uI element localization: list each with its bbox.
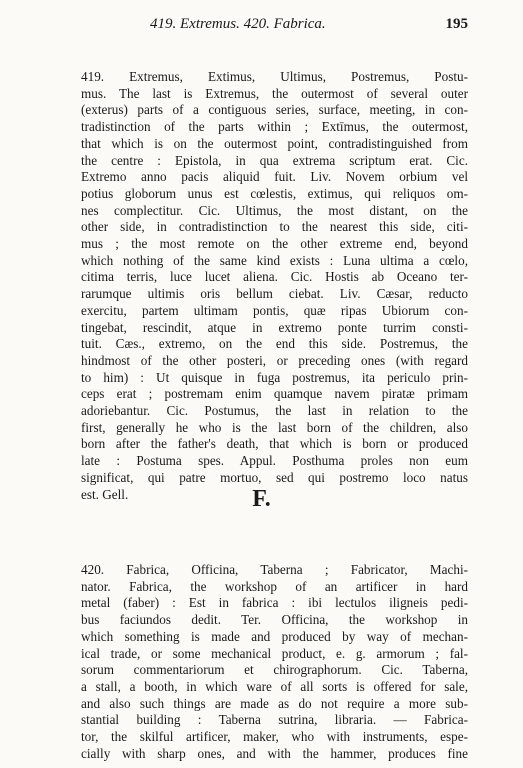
text-line: ceps erat ; postremam enim quamque navem piratæ primam <box>81 386 468 402</box>
text-line: tor, the skilful artificer, maker, who with instruments, espe- <box>81 729 468 745</box>
text-line: that which is on the outermost point, contradistinguished from <box>81 135 468 151</box>
text-line: and also such things are made as do not require a more sub- <box>81 695 468 711</box>
text-line: mus ; the most remote on the other extreme end, beyond <box>81 236 468 252</box>
text-line: nator. Fabrica, the workshop of an artificer in hard <box>81 578 468 594</box>
text-line: citima terris, luce lucet aliena. Cic. Hostis ab Oceano ter- <box>81 269 468 285</box>
text-line: stantial building : Taberna sutrina, libraria. — Fabrica- <box>81 712 468 728</box>
entry-420 <box>81 562 468 762</box>
text-line: exercitu, partem ultimam pontis, quæ ripas Ubiorum con- <box>81 302 468 318</box>
text-line: Extremo anno pacis aliquid fuit. Liv. Novem orbium vel <box>81 169 468 185</box>
running-header <box>150 16 468 33</box>
text-line: tingebat, rescindit, atque in extremo ponte turrim consti- <box>81 319 468 335</box>
text-line: rarumque ultimis oris bellum ciebat. Liv. Cæsar, reducto <box>81 286 468 302</box>
text-line: adoriebantur. Cic. Postumus, the last in relation to the <box>81 403 468 419</box>
text-line: 419. Extremus, Extimus, Ultimus, Postremus, Postu- <box>81 69 468 84</box>
text-line: hindmost of the other posteri, or preceding ones (with regard <box>81 352 468 368</box>
text-line: born after the father's death, that which is born or produced <box>81 436 468 452</box>
text-line: the centre : Epistola, in qua extrema scriptum erat. Cic. <box>81 152 468 168</box>
text-line: nes complectitur. Cic. Ultimus, the most distant, on the <box>81 202 468 218</box>
text-line: tuit. Cæs., extremo, on the end this side. Postremus, the <box>81 336 468 352</box>
text-line: (exterus) parts of a contiguous series, surface, meeting, in con- <box>81 102 468 118</box>
text-line: 420. Fabrica, Officina, Taberna ; Fabricator, Machi- <box>81 562 468 577</box>
text-line: which something is made and produced by way of mechan- <box>81 628 468 644</box>
text-line: est. Gell. <box>81 486 129 502</box>
running-title: 419. Extremus. 420. Fabrica. <box>150 16 326 32</box>
text-line: significat, qui patre mortuo, sed qui postremo loco natus <box>81 469 468 485</box>
page-number: 195 <box>445 16 468 32</box>
text-line: potius globorum unus est cœlestis, extimus, qui reliquos om- <box>81 185 468 201</box>
text-line: mus. The last is Extremus, the outermost of several outer <box>81 85 468 101</box>
section-letter: F. <box>252 486 271 512</box>
text-line: metal (faber) : Est in fabrica : ibi lectulos iligneis pedi- <box>81 595 468 611</box>
text-line: late : Postuma spes. Appul. Posthuma proles non eum <box>81 453 468 469</box>
text-line: bus faciundos dedit. Ter. Officina, the workshop in <box>81 612 468 628</box>
text-line: tradistinction of the parts within ; Extīmus, the outermost, <box>81 119 468 135</box>
text-line: sorum commentariorum et chirographorum. Cic. Taberna, <box>81 662 468 678</box>
text-line: a stall, a booth, in which ware of all sorts is offered for sale, <box>81 678 468 694</box>
text-line: ical trade, or some mechanical product, e. g. armorum ; fal- <box>81 645 468 661</box>
text-line: to him) : Ut quisque in fuga postremus, ita periculo prin- <box>81 369 468 385</box>
entry-419 <box>81 69 468 503</box>
text-line: cially with sharp ones, and with the hammer, produces fine <box>81 745 468 761</box>
text-line: first, generally he who is the last born of the children, also <box>81 419 468 435</box>
text-line: which nothing of the same kind exists : Luna ultima a cœlo, <box>81 252 468 268</box>
text-line: other side, in contradistinction to the nearest this side, citi- <box>81 219 468 235</box>
